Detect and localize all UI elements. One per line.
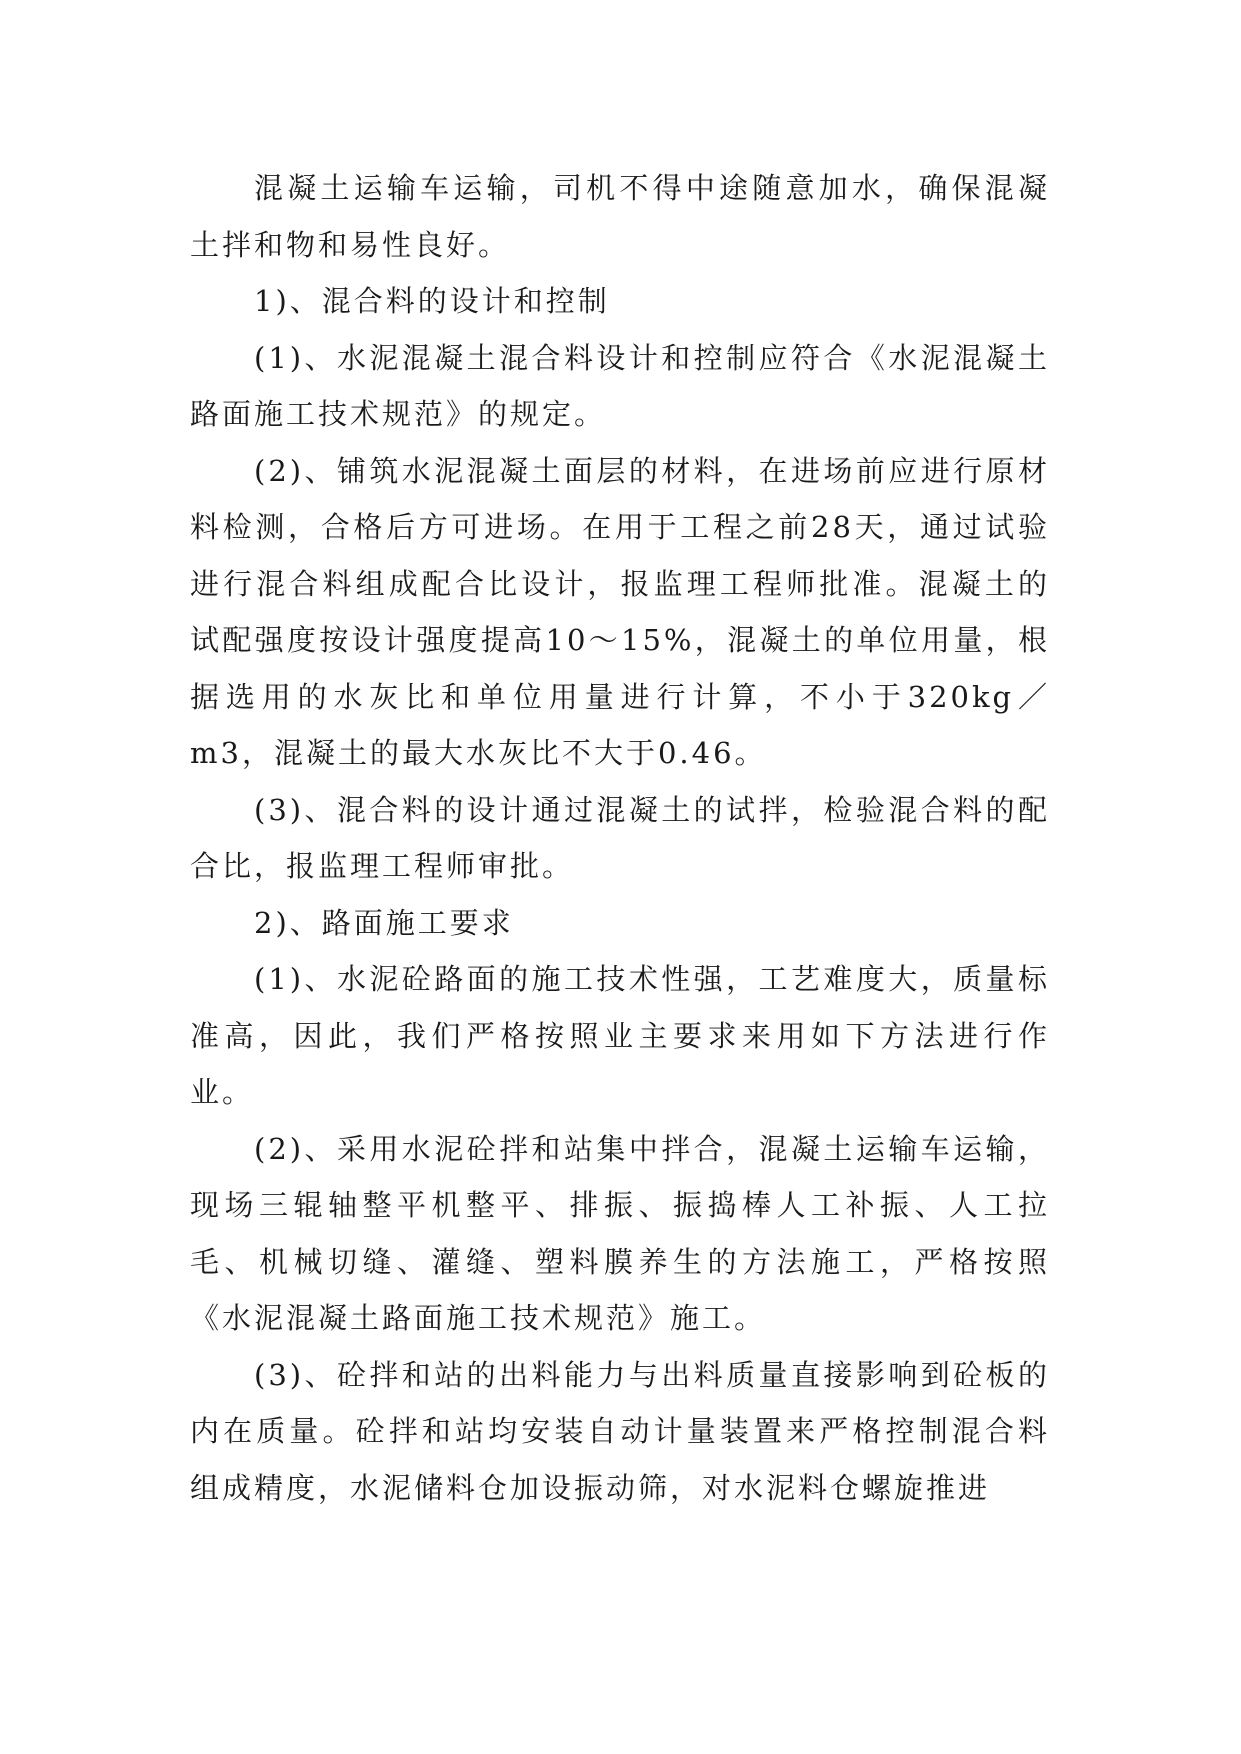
paragraph-mixing-plant: (3)、砼拌和站的出料能力与出料质量直接影响到砼板的内在质量。砼拌和站均安装自动计量装置来严格控制混合料组成精度，水泥储料仓加设振动筛，对水泥料仓螺旋推进 (190, 1357, 1050, 1505)
paragraph-construction-method: (2)、采用水泥砼拌和站集中拌合，混凝土运输车运输，现场三辊轴整平机整平、排振、振捣棒人工补振、人工拉毛、机械切缝、灌缝、塑料膜养生的方法施工，严格按照《水泥混凝土路面施工技术规范》施工。 (190, 1131, 1050, 1335)
heading-mix-design: 1)、混合料的设计和控制 (254, 284, 610, 318)
paragraph-mix-standard: (1)、水泥混凝土混合料设计和控制应符合《水泥混凝土路面施工技术规范》的规定。 (190, 340, 1050, 431)
paragraph-technical-requirements: (1)、水泥砼路面的施工技术性强，工艺难度大，质量标准高，因此，我们严格按照业主要求来用如下方法进行作业。 (190, 962, 1050, 1109)
paragraph-transport: 混凝土运输车运输，司机不得中途随意加水，确保混凝土拌和物和易性良好。 (190, 171, 1050, 262)
document-body (190, 160, 1050, 1516)
paragraph-trial-mix: (3)、混合料的设计通过混凝土的试拌，检验混合料的配合比，报监理工程师审批。 (190, 792, 1050, 883)
heading-construction-requirements: 2)、路面施工要求 (254, 905, 514, 940)
paragraph-materials: (2)、铺筑水泥混凝土面层的材料，在进场前应进行原材料检测，合格后方可进场。在用于工程之前28天，通过试验进行混合料组成配合比设计，报监理工程师批准。混凝土的试配强度按设计强度提高10～15%，混凝土的单位用量，根据选用的水灰比和单位用量进行计算，不小于320kg／m3，混凝土的最大水灰比不大于0.46。 (190, 453, 1050, 770)
